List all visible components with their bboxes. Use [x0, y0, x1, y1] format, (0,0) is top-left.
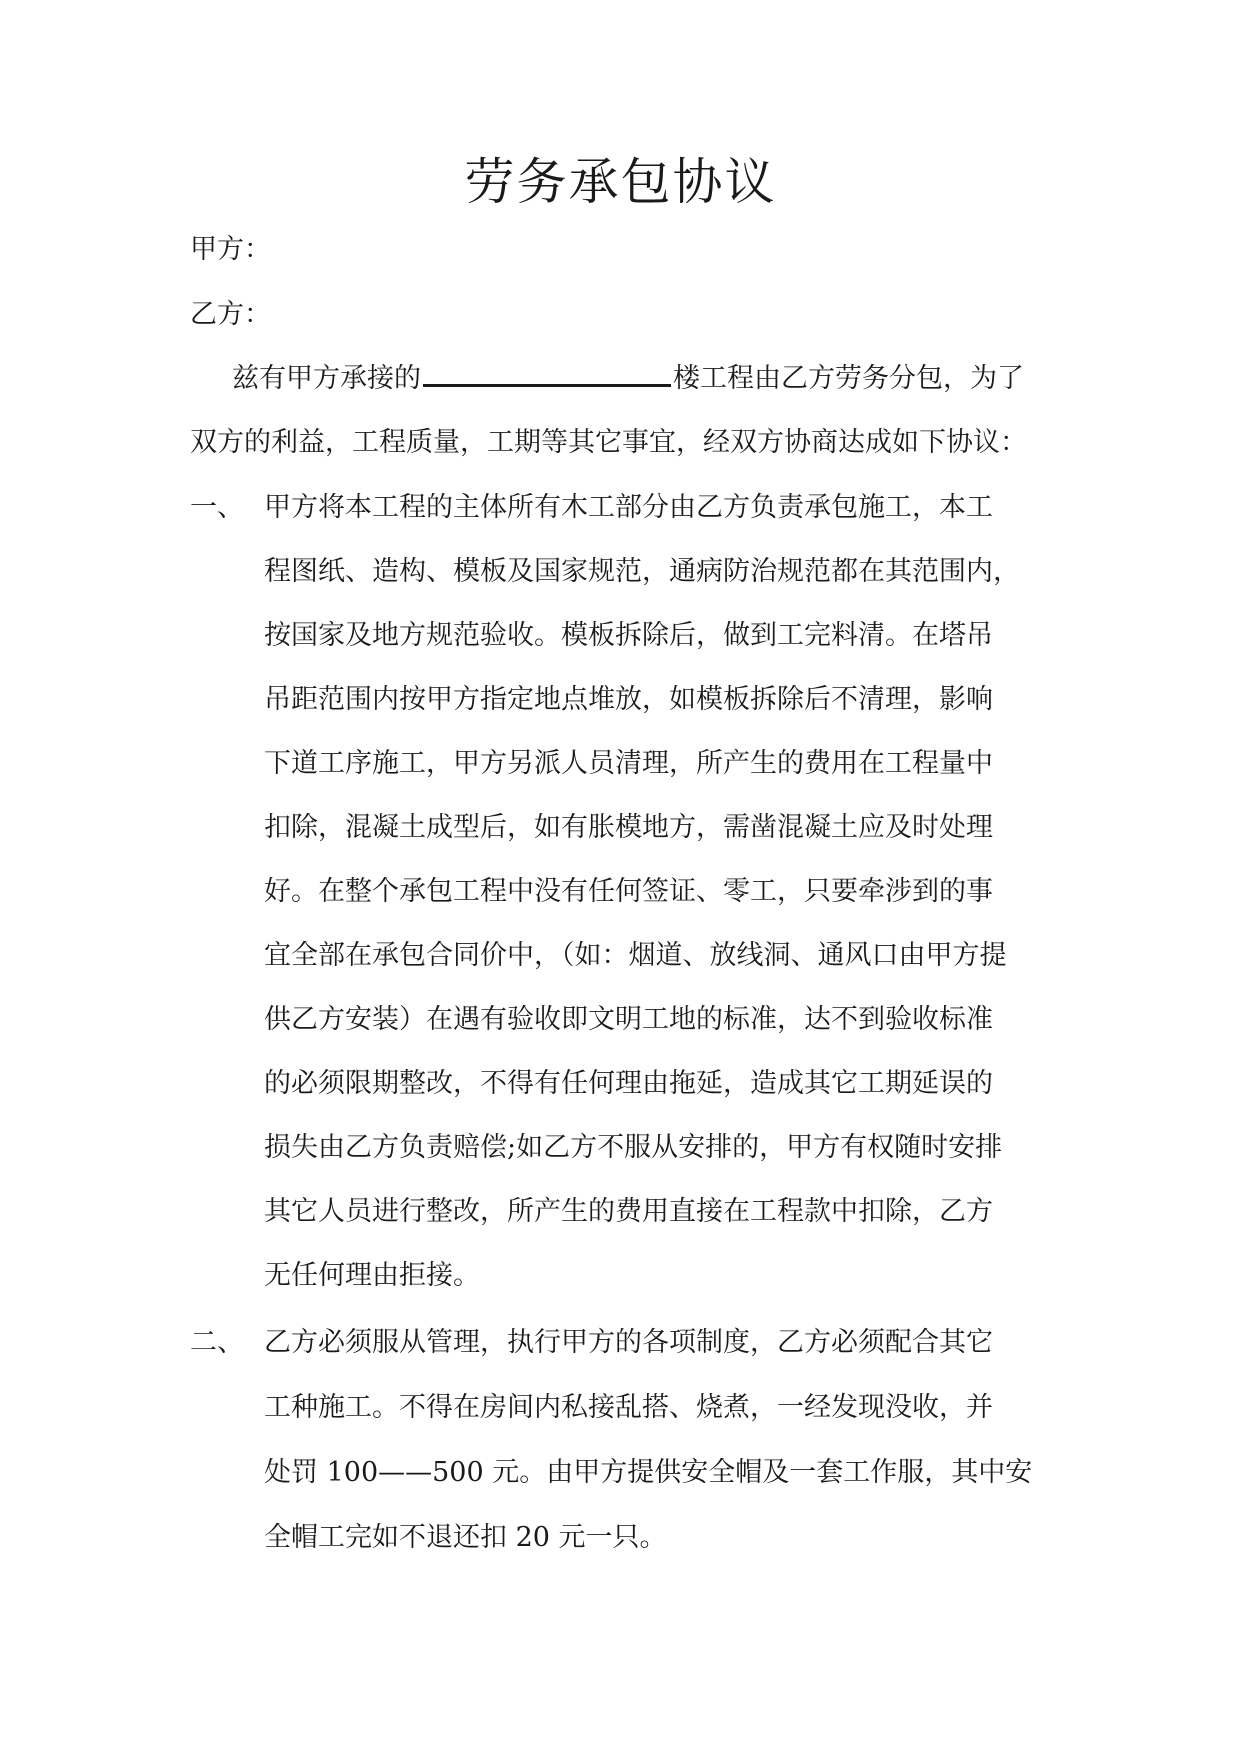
clause-line: 好。在整个承包工程中没有任何签证、零工，只要牵涉到的事 — [264, 876, 993, 907]
clause-line: 程图纸、造构、模板及国家规范，通病防治规范都在其范围内， — [264, 556, 1020, 587]
clause-line: 扣除，混凝土成型后，如有胀模地方，需凿混凝土应及时处理 — [264, 812, 993, 843]
intro-text-before-blank: 兹有甲方承接的 — [232, 363, 421, 394]
clause-line: 乙方必须服从管理，执行甲方的各项制度，乙方必须配合其它 — [264, 1327, 993, 1358]
clause-line: 工种施工。不得在房间内私接乱搭、烧煮，一经发现没收，并 — [264, 1392, 993, 1423]
clause-line: 全帽工完如不退还扣 20 元一只。 — [264, 1522, 667, 1553]
document-title: 劳务承包协议 — [464, 153, 777, 211]
clause-line: 损失由乙方负责赔偿;如乙方不服从安排的，甲方有权随时安排 — [264, 1132, 1003, 1163]
clause-line: 处罚 100——500 元。由甲方提供安全帽及一套工作服，其中安 — [264, 1457, 1033, 1488]
clause-line: 其它人员进行整改，所产生的费用直接在工程款中扣除，乙方 — [264, 1196, 993, 1227]
party-b-label: 乙方： — [190, 299, 271, 330]
clause-line: 的必须限期整改，不得有任何理由拖延，造成其它工期延误的 — [264, 1068, 993, 1099]
intro-text-after-blank: 楼工程由乙方劳务分包，为了 — [673, 363, 1024, 394]
clause-line: 宜全部在承包合同价中，（如：烟道、放线洞、通风口由甲方提 — [264, 940, 1007, 971]
clause-line: 无任何理由拒接。 — [264, 1260, 480, 1291]
project-name-blank — [423, 358, 671, 387]
intro-line-1 — [232, 358, 1024, 399]
intro-line-2: 双方的利益，工程质量，工期等其它事宜，经双方协商达成如下协议： — [190, 427, 1027, 458]
clause-line: 按国家及地方规范验收。模板拆除后，做到工完料清。在塔吊 — [264, 620, 993, 651]
clause-number: 二、 — [190, 1327, 244, 1358]
clause-number: 一、 — [190, 492, 244, 523]
clause-line: 下道工序施工，甲方另派人员清理，所产生的费用在工程量中 — [264, 748, 993, 779]
party-a-label: 甲方： — [190, 234, 271, 265]
clause-line: 吊距范围内按甲方指定地点堆放，如模板拆除后不清理，影响 — [264, 684, 993, 715]
clause-line: 甲方将本工程的主体所有木工部分由乙方负责承包施工，本工 — [264, 492, 993, 523]
clause-line: 供乙方安装）在遇有验收即文明工地的标准，达不到验收标准 — [264, 1004, 993, 1035]
